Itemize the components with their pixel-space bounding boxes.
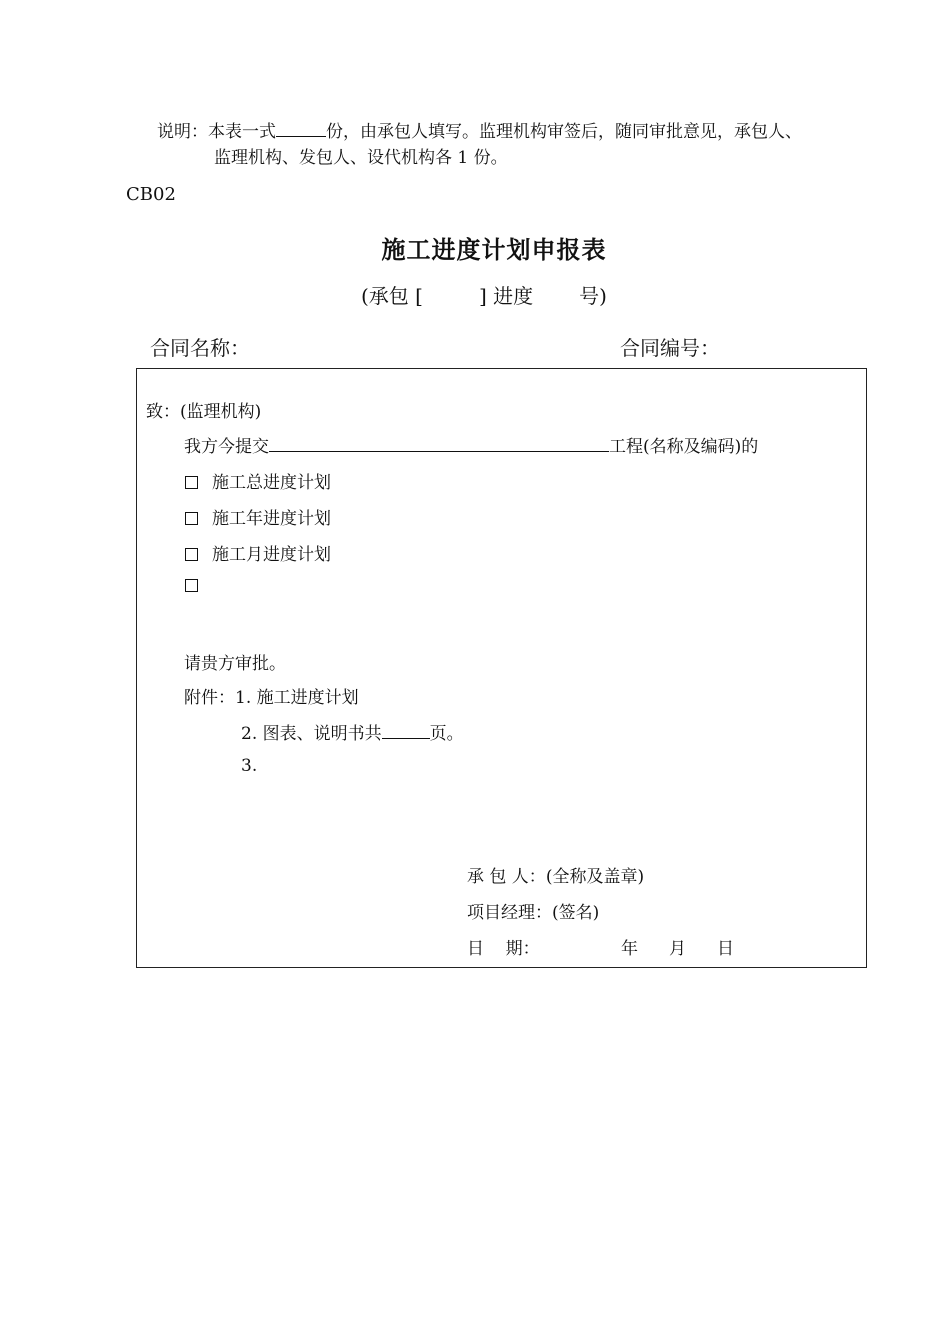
attachment-2-a: 2. 图表、说明书共 — [241, 724, 382, 744]
page-count-blank[interactable] — [382, 723, 430, 739]
attachment-2-b: 页。 — [429, 724, 464, 744]
date-label: 日 期： — [467, 939, 540, 959]
option-month-plan-label: 施工月进度计划 — [212, 545, 331, 565]
checkbox-other[interactable] — [185, 579, 198, 592]
date-day: 日 — [717, 939, 734, 959]
subtitle-end: 号) — [579, 284, 607, 308]
attachment-1: 1. 施工进度计划 — [235, 688, 359, 708]
checkbox-year-plan[interactable] — [185, 512, 198, 525]
checkbox-month-plan[interactable] — [185, 548, 198, 561]
option-other[interactable] — [185, 576, 212, 596]
option-total-plan-label: 施工总进度计划 — [212, 473, 331, 493]
note-label: 说明： — [157, 122, 208, 142]
manager-signature-line — [467, 898, 599, 923]
attachments-label: 附件： — [184, 688, 235, 708]
subtitle-open: (承包 [ — [361, 284, 423, 308]
attachment-2-line — [241, 719, 464, 744]
option-month-plan[interactable] — [185, 540, 331, 565]
contract-number-label: 合同编号： — [620, 336, 720, 360]
submit-line — [184, 432, 758, 457]
contractor-label: 承 包 人： — [467, 867, 546, 887]
option-year-plan-label: 施工年进度计划 — [212, 509, 331, 529]
date-month: 月 — [669, 939, 686, 959]
submit-prefix: 我方今提交 — [184, 437, 269, 457]
page-title: 施工进度计划申报表 — [381, 235, 607, 264]
note-line1-b: 份，由承包人填写。监理机构审签后，随同审批意见，承包人、 — [326, 122, 802, 142]
manager-note: (签名) — [552, 903, 600, 923]
contract-name-label: 合同名称： — [150, 336, 250, 360]
date-year: 年 — [621, 939, 638, 959]
subtitle-mid: ] 进度 — [478, 284, 534, 308]
submit-suffix: 工程(名称及编码)的 — [609, 437, 759, 457]
note-line1-a: 本表一式 — [208, 122, 276, 142]
attachment-1-line — [184, 683, 359, 708]
note-line2: 监理机构、发包人、设代机构各 1 份。 — [214, 148, 508, 168]
copies-blank[interactable] — [276, 121, 326, 137]
project-name-blank[interactable] — [269, 436, 609, 452]
option-year-plan[interactable] — [185, 504, 331, 529]
request-line: 请贵方审批。 — [184, 654, 286, 674]
manager-label: 项目经理： — [467, 903, 552, 923]
form-note — [157, 118, 802, 146]
checkbox-total-plan[interactable] — [185, 476, 198, 489]
option-total-plan[interactable] — [185, 468, 331, 493]
form-subtitle — [361, 280, 607, 309]
contractor-signature-line — [467, 862, 644, 887]
form-code: CB02 — [126, 184, 176, 205]
attachment-3: 3. — [241, 756, 258, 776]
to-line: 致：(监理机构) — [146, 402, 262, 422]
contractor-note: (全称及盖章) — [545, 867, 645, 887]
